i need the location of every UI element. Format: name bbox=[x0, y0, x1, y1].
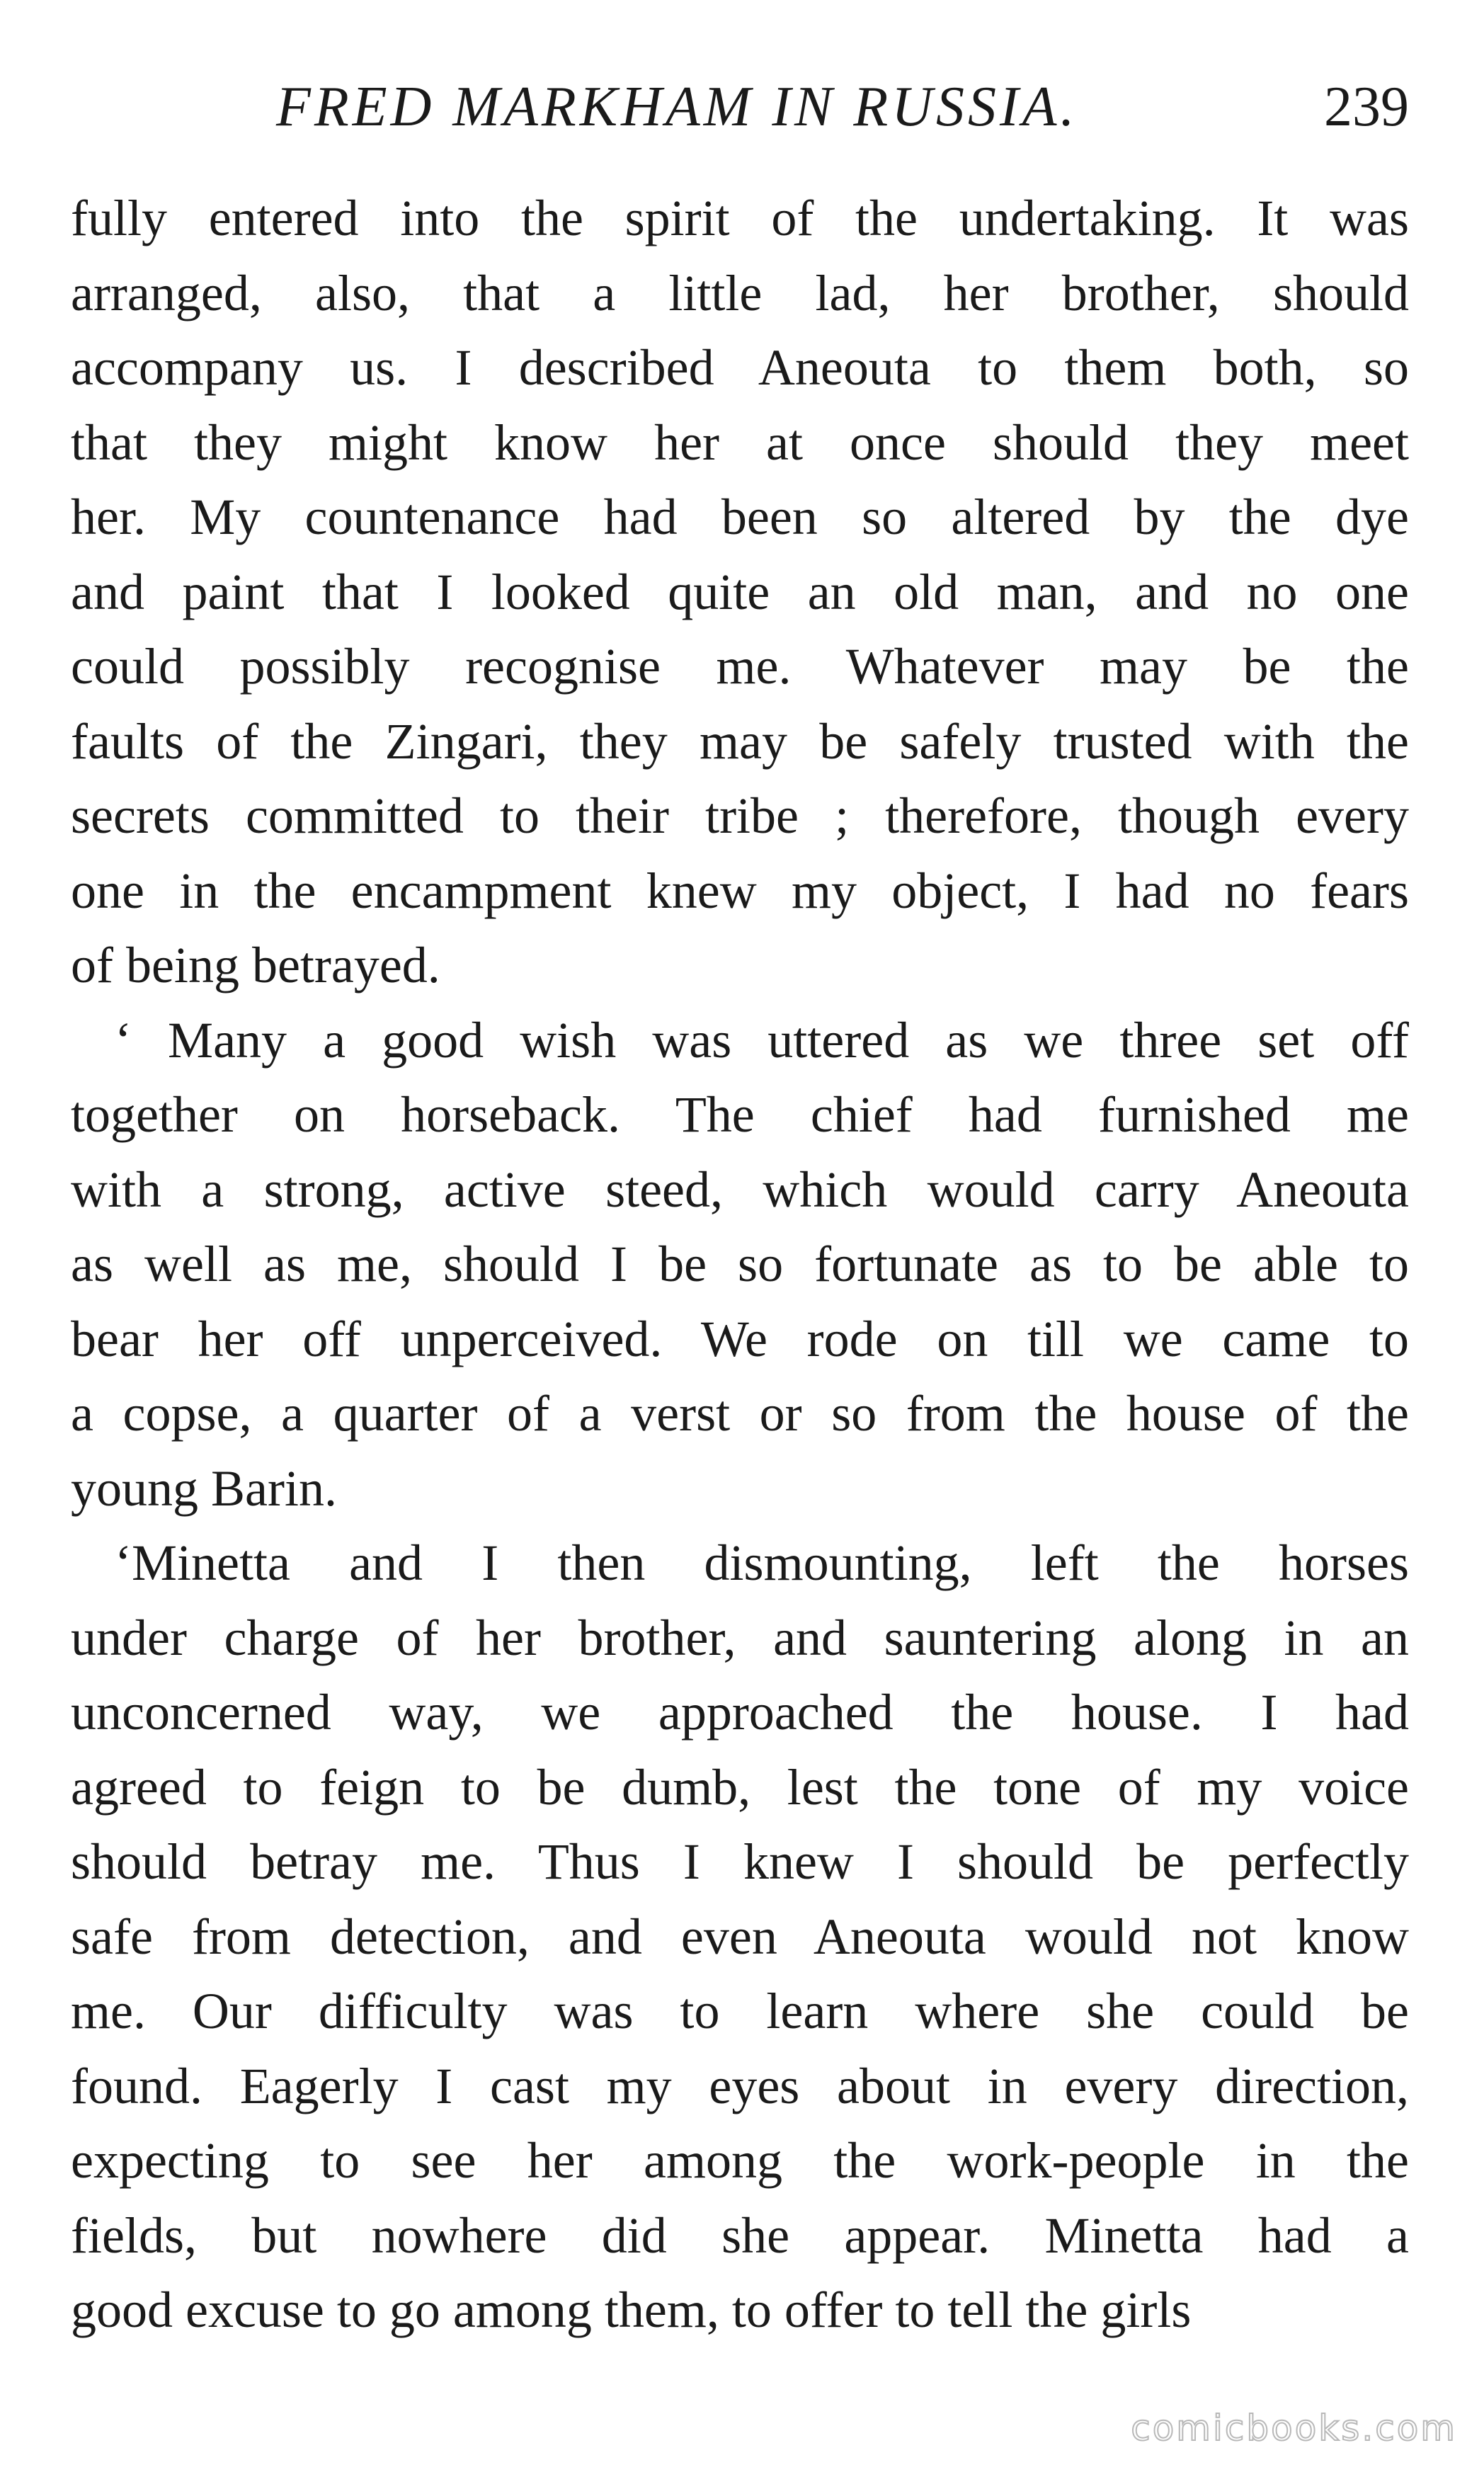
text-line: a copse, a quarter of a verst or so from the house of the bbox=[71, 1385, 1409, 1442]
text-line: could possibly recognise me. Whatever may be the bbox=[71, 638, 1409, 695]
text-line: safe from detection, and even Aneouta would not know bbox=[71, 1908, 1409, 1965]
text-line: her. My countenance had been so altered by the dye bbox=[71, 489, 1409, 545]
text-line: ‘Minetta and I then dismounting, left the horses bbox=[115, 1534, 1409, 1591]
text-line: accompany us. I described Aneouta to them both, so bbox=[71, 339, 1409, 396]
text-line: ‘ Many a good wish was uttered as we three set off bbox=[115, 1011, 1409, 1069]
text-line: me. Our difficulty was to learn where she could be bbox=[71, 1983, 1409, 2039]
text-line: unconcerned way, we approached the house. I had bbox=[71, 1684, 1409, 1741]
watermark: comicbooks.com bbox=[1131, 2408, 1457, 2449]
text-line: expecting to see her among the work-people in the bbox=[71, 2132, 1409, 2189]
text-line: found. Eagerly I cast my eyes about in every direction, bbox=[71, 2057, 1409, 2114]
text-line: young Barin. bbox=[71, 1459, 337, 1517]
text-line: fully entered into the spirit of the undertaking. It was bbox=[71, 190, 1409, 246]
text-line: arranged, also, that a little lad, her brother, should bbox=[71, 264, 1409, 321]
text-line: agreed to feign to be dumb, lest the tone of my voice bbox=[71, 1758, 1409, 1816]
text-line: bear her off unperceived. We rode on till we came to bbox=[71, 1310, 1409, 1367]
text-line: under charge of her brother, and sauntering along in an bbox=[71, 1609, 1409, 1666]
text-line: together on horseback. The chief had furnished me bbox=[71, 1086, 1409, 1143]
page-header bbox=[71, 68, 1409, 146]
text-line: and paint that I looked quite an old man, and no one bbox=[71, 563, 1409, 620]
text-line: of being betrayed. bbox=[71, 937, 440, 993]
text-line: one in the encampment knew my object, I had no fears bbox=[71, 862, 1409, 919]
text-line: fields, but nowhere did she appear. Minetta had a bbox=[71, 2206, 1409, 2264]
page-number: 239 bbox=[1324, 76, 1409, 138]
text-line: as well as me, should I be so fortunate as to be able to bbox=[71, 1236, 1409, 1292]
paragraph bbox=[71, 181, 1409, 1003]
text-line: good excuse to go among them, to offer to tell the girls bbox=[71, 2282, 1192, 2338]
running-title: FRED MARKHAM IN RUSSIA. bbox=[276, 76, 1078, 138]
paragraph bbox=[71, 1526, 1409, 2348]
text-line: secrets committed to their tribe ; therefore, though every bbox=[71, 787, 1409, 844]
text-line: with a strong, active steed, which would carry Aneouta bbox=[71, 1161, 1409, 1218]
text-line: that they might know her at once should they meet bbox=[71, 414, 1409, 471]
body-text bbox=[71, 181, 1409, 2348]
paragraph bbox=[71, 1003, 1409, 1527]
text-line: should betray me. Thus I knew I should be perfectly bbox=[71, 1833, 1409, 1890]
text-line: faults of the Zingari, they may be safely trusted with the bbox=[71, 712, 1409, 770]
